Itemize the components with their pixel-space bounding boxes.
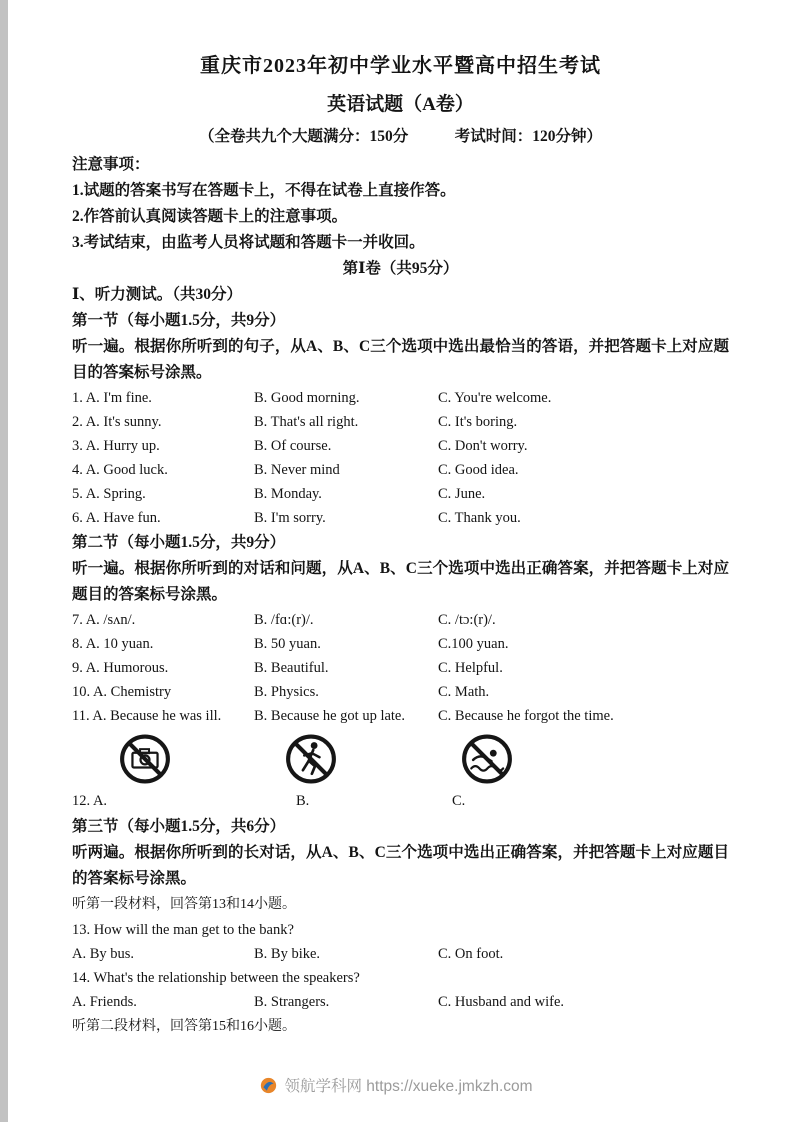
section2-title: 第二节（每小题1.5分，共9分） <box>72 534 286 551</box>
option-b: B. Because he got up late. <box>254 708 405 724</box>
option-a: 9. A. Humorous. <box>72 660 169 676</box>
notice-item-2: 2.作答前认真阅读答题卡上的注意事项。 <box>72 208 348 225</box>
exam-meta-line: （全卷共九个大题满分：150分 考试时间：120分钟） <box>198 128 602 145</box>
material2-cue: 听第二段材料，回答第15和16小题。 <box>72 1019 296 1034</box>
question-row-10 <box>72 680 729 704</box>
exam-subtitle: 英语试题（A卷） <box>327 94 474 115</box>
question-row-3 <box>72 434 729 458</box>
option-b: B. I'm sorry. <box>254 510 326 526</box>
option-a: 7. A. /sʌn/. <box>72 612 136 628</box>
volume-header: 第Ⅰ卷（共95分） <box>342 260 459 277</box>
option-a: A. Friends. <box>72 994 137 1010</box>
question-row-8 <box>72 632 729 656</box>
question-row-1 <box>72 386 729 410</box>
page-left-border <box>0 0 8 1122</box>
option-a-label: 12. A. <box>72 793 108 809</box>
no-photography-icon <box>118 733 172 785</box>
section2-instruction: 听一遍。根据你所听到的对话和问题，从A、B、C三个选项中选出正确答案，并把答题卡上对应题目的答案标号涂黑。 <box>72 560 729 603</box>
option-a: 5. A. Spring. <box>72 486 146 502</box>
section1-title: 第一节（每小题1.5分，共9分） <box>72 312 286 329</box>
question-row-14 <box>72 990 729 1014</box>
material1-cue: 听第一段材料，回答第13和14小题。 <box>72 897 296 912</box>
exam-title: 重庆市2023年初中学业水平暨高中招生考试 <box>200 55 601 77</box>
question-row-4 <box>72 458 729 482</box>
option-a: 11. A. Because he was ill. <box>72 708 222 724</box>
option-c: C. It's boring. <box>438 414 518 430</box>
option-a: 8. A. 10 yuan. <box>72 636 154 652</box>
footer-watermark <box>0 1074 793 1096</box>
option-c: C. June. <box>438 486 486 502</box>
option-b: B. Beautiful. <box>254 660 329 676</box>
option-a: 3. A. Hurry up. <box>72 438 160 454</box>
question-row-11 <box>72 704 729 728</box>
option-a: 10. A. Chemistry <box>72 684 172 700</box>
option-b: B. Strangers. <box>254 994 330 1010</box>
question13-text: 13. How will the man get to the bank? <box>72 922 294 938</box>
option-b: B. That's all right. <box>254 414 359 430</box>
notice-item-3: 3.考试结束，由监考人员将试题和答题卡一并收回。 <box>72 234 425 251</box>
notice-heading: 注意事项： <box>72 156 150 173</box>
option-a: 6. A. Have fun. <box>72 510 161 526</box>
section3-title: 第三节（每小题1.5分，共6分） <box>72 818 286 835</box>
question12-labels <box>72 788 729 814</box>
listening-part-title: Ⅰ、听力测试。（共30分） <box>72 286 243 303</box>
question-row-7 <box>72 608 729 632</box>
option-c: C. Don't worry. <box>438 438 528 454</box>
option-c: C.100 yuan. <box>438 636 509 652</box>
question-row-13 <box>72 942 729 966</box>
notice-item-1: 1.试题的答案书写在答题卡上，不得在试卷上直接作答。 <box>72 182 456 199</box>
question-row-2 <box>72 410 729 434</box>
option-b: B. Monday. <box>254 486 322 502</box>
option-b: B. /fɑ:(r)/. <box>254 612 314 628</box>
option-b: B. Of course. <box>254 438 332 454</box>
option-c-label: C. <box>452 793 466 809</box>
option-c: C. Math. <box>438 684 490 700</box>
watermark-text: 领航学科网 https://xueke.jmkzh.com <box>284 1078 533 1095</box>
option-b: B. Physics. <box>254 684 319 700</box>
option-c: C. /tɔ:(r)/. <box>438 612 496 628</box>
option-b: B. By bike. <box>254 946 321 962</box>
option-b-label: B. <box>296 793 310 809</box>
option-c: C. Thank you. <box>438 510 521 526</box>
option-c: C. Husband and wife. <box>438 994 565 1010</box>
question-row-6 <box>72 506 729 530</box>
question14-text: 14. What's the relationship between the speakers? <box>72 970 360 986</box>
option-a: 4. A. Good luck. <box>72 462 168 478</box>
option-c: C. On foot. <box>438 946 504 962</box>
option-c: C. Helpful. <box>438 660 503 676</box>
option-c: C. Good idea. <box>438 462 519 478</box>
site-logo-icon <box>260 1077 277 1094</box>
option-b: B. Good morning. <box>254 390 360 406</box>
option-b: B. Never mind <box>254 462 340 478</box>
option-c: C. Because he forgot the time. <box>438 708 614 724</box>
option-b: B. 50 yuan. <box>254 636 321 652</box>
option-a: 2. A. It's sunny. <box>72 414 162 430</box>
section1-instruction: 听一遍。根据你所听到的句子，从A、B、C三个选项中选出最恰当的答语，并把答题卡上对应题目的答案标号涂黑。 <box>72 338 729 381</box>
no-running-icon <box>284 733 338 785</box>
question12-icons <box>72 733 729 787</box>
question-row-5 <box>72 482 729 506</box>
no-swimming-icon <box>460 733 514 785</box>
option-a: A. By bus. <box>72 946 135 962</box>
option-c: C. You're welcome. <box>438 390 552 406</box>
question-row-9 <box>72 656 729 680</box>
option-a: 1. A. I'm fine. <box>72 390 152 406</box>
section3-instruction: 听两遍。根据你所听到的长对话，从A、B、C三个选项中选出正确答案，并把答题卡上对应题目的答案标号涂黑。 <box>72 844 729 887</box>
